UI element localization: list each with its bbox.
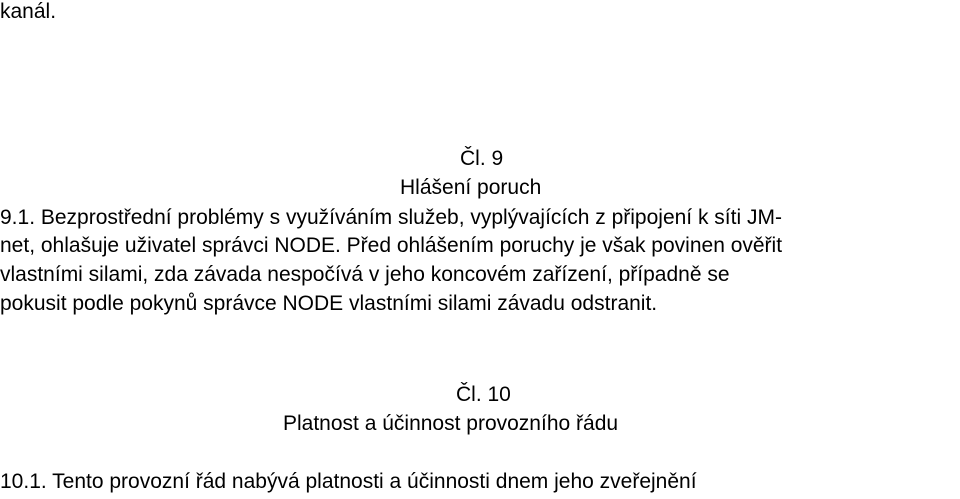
article-9-paragraph-line-2: net, ohlašuje uživatel správci NODE. Před ohlášením poruchy je však povinen ověřit bbox=[0, 234, 783, 257]
article-10-heading: Čl. 10 bbox=[456, 383, 511, 406]
article-10-paragraph-line-1: 10.1. Tento provozní řád nabývá platnosti a účinnosti dnem jeho zveřejnění bbox=[0, 470, 697, 493]
article-9-heading: Čl. 9 bbox=[460, 147, 504, 170]
article-10-title: Platnost a účinnost provozního řádu bbox=[283, 412, 619, 435]
article-9-paragraph-line-1: 9.1. Bezprostřední problémy s využíváním služeb, vyplývajících z připojení k síti JM- bbox=[0, 206, 782, 229]
top-text-fragment: kanál. bbox=[0, 0, 57, 23]
article-9-paragraph-line-3: vlastními silami, zda závada nespočívá v jeho koncovém zařízení, případně se bbox=[0, 263, 730, 286]
article-9-title: Hlášení poruch bbox=[400, 176, 542, 199]
article-9-paragraph-line-4: pokusit podle pokynů správce NODE vlastními silami závadu odstranit. bbox=[0, 292, 658, 315]
